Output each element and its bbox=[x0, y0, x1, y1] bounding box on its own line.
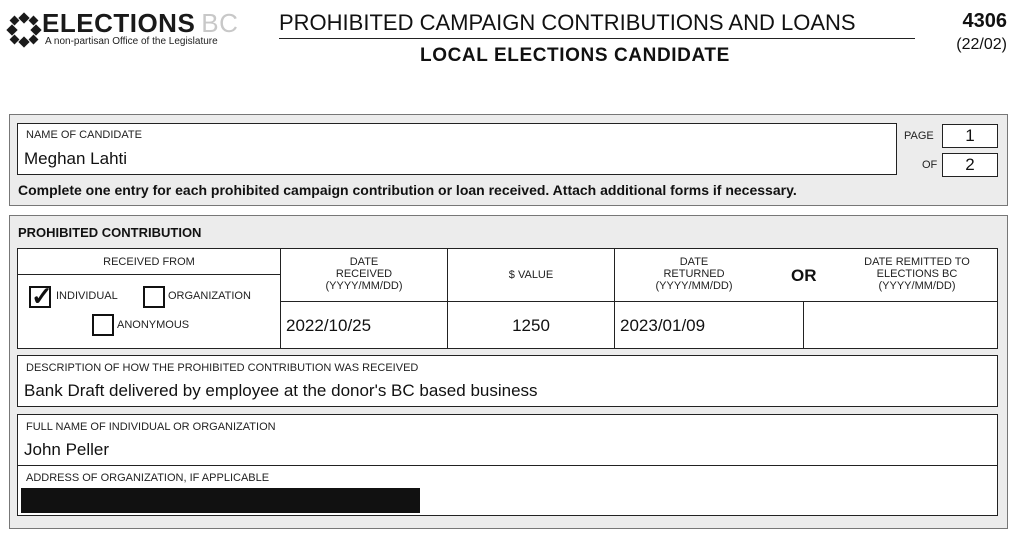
form-subtitle: LOCAL ELECTIONS CANDIDATE bbox=[420, 45, 730, 66]
date-remitted-header-line: (YYYY/MM/DD) bbox=[878, 280, 956, 292]
title-divider bbox=[279, 38, 915, 39]
table-divider bbox=[17, 274, 281, 275]
date-received-header-line: DATE bbox=[349, 256, 379, 268]
anonymous-label: ANONYMOUS bbox=[117, 319, 190, 331]
full-name-label: FULL NAME OF INDIVIDUAL OR ORGANIZATION bbox=[26, 421, 276, 433]
page-number-field[interactable] bbox=[942, 124, 998, 148]
form-number: 4306 bbox=[962, 10, 1007, 32]
form-version: (22/02) bbox=[956, 36, 1007, 53]
logo-wordmark bbox=[42, 8, 238, 39]
address-field[interactable] bbox=[17, 465, 998, 516]
contribution-section-title: PROHIBITED CONTRIBUTION bbox=[18, 225, 202, 240]
date-received-header bbox=[281, 256, 447, 292]
description-field[interactable] bbox=[17, 355, 998, 407]
table-divider bbox=[280, 301, 998, 302]
page-total-value: 2 bbox=[965, 155, 975, 174]
date-received-value[interactable]: 2022/10/25 bbox=[286, 316, 372, 335]
date-returned-header-line: (YYYY/MM/DD) bbox=[655, 280, 733, 292]
page-total-field[interactable] bbox=[942, 153, 998, 177]
value-amount[interactable]: 1250 bbox=[512, 316, 550, 335]
anonymous-checkbox[interactable] bbox=[92, 314, 114, 336]
date-received-header-line: RECEIVED bbox=[335, 268, 393, 280]
candidate-name-value: Meghan Lahti bbox=[24, 149, 128, 168]
date-returned-header-line: DATE bbox=[679, 256, 709, 268]
date-remitted-header-line: DATE REMITTED TO bbox=[864, 256, 970, 268]
form-title: PROHIBITED CAMPAIGN CONTRIBUTIONS AND LOANS bbox=[279, 10, 856, 35]
page-label: PAGE bbox=[904, 130, 934, 142]
full-name-field[interactable] bbox=[17, 414, 998, 466]
organization-label: ORGANIZATION bbox=[168, 290, 251, 302]
address-label: ADDRESS OF ORGANIZATION, IF APPLICABLE bbox=[26, 472, 270, 484]
checkmark-icon: ✓ bbox=[31, 281, 53, 311]
full-name-value: John Peller bbox=[24, 440, 110, 459]
date-returned-header-line: RETURNED bbox=[663, 268, 725, 280]
individual-checkbox[interactable] bbox=[29, 281, 53, 311]
value-header: $ VALUE bbox=[508, 269, 554, 281]
date-returned-value[interactable]: 2023/01/09 bbox=[620, 316, 706, 335]
elections-bc-logo-icon bbox=[6, 12, 42, 48]
instruction-text: Complete one entry for each prohibited campaign contribution or loan received. Attach additional forms if necessary. bbox=[18, 182, 797, 198]
description-label: DESCRIPTION OF HOW THE PROHIBITED CONTRIBUTION WAS RECEIVED bbox=[26, 362, 419, 374]
logo-tagline: A non-partisan Office of the Legislature bbox=[45, 36, 218, 47]
logo-word-elections: ELECTIONS bbox=[42, 8, 196, 38]
organization-checkbox[interactable] bbox=[143, 286, 165, 308]
candidate-name-field[interactable] bbox=[17, 123, 897, 175]
individual-label: INDIVIDUAL bbox=[56, 290, 118, 302]
table-divider bbox=[803, 301, 804, 349]
date-remitted-header-line: ELECTIONS BC bbox=[876, 268, 958, 280]
page-number-value: 1 bbox=[965, 126, 975, 145]
description-value: Bank Draft delivered by employee at the donor's BC based business bbox=[24, 381, 538, 400]
candidate-name-label: NAME OF CANDIDATE bbox=[26, 129, 142, 141]
date-returned-header bbox=[615, 256, 773, 292]
date-received-header-line: (YYYY/MM/DD) bbox=[325, 280, 403, 292]
date-remitted-header bbox=[837, 256, 997, 292]
received-from-header: RECEIVED FROM bbox=[103, 256, 195, 268]
or-label: OR bbox=[791, 266, 817, 285]
of-label: OF bbox=[922, 159, 938, 171]
logo-word-bc: BC bbox=[201, 8, 239, 38]
address-redaction bbox=[21, 488, 420, 513]
